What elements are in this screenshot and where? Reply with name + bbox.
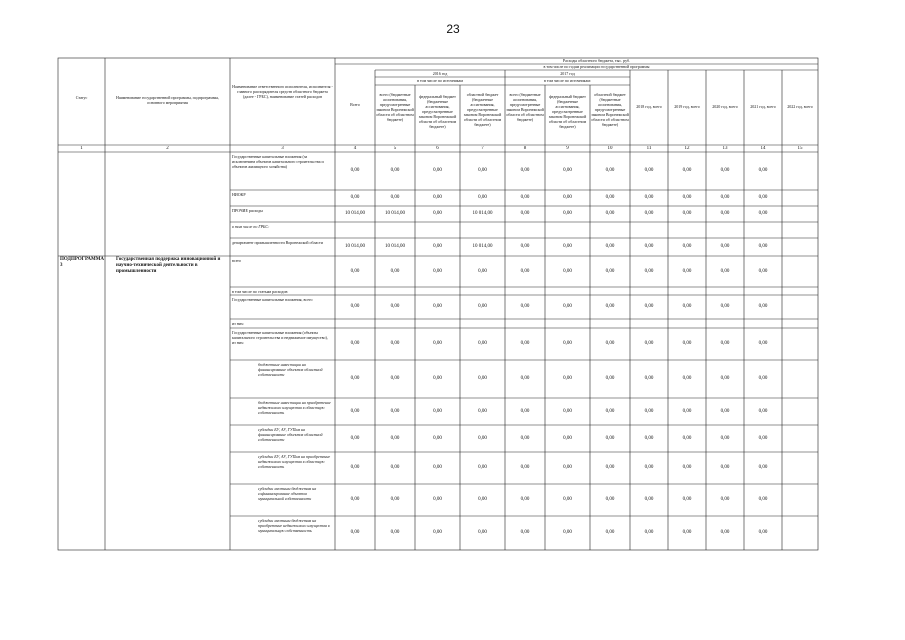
table-cell: 10 014,00 [472,244,493,249]
row-label: субсидии местным бюджетам на софинансирование объектов муниципальной собственности [258,486,317,501]
table-cell: 0,00 [350,408,360,414]
table-cell: 0,00 [350,435,360,441]
page-number: 23 [446,22,460,36]
table-cell: 0,00 [605,244,615,249]
header-year-2017: 2017 год [560,71,575,76]
table-cell: 0,00 [563,341,572,346]
column-number: 8 [523,146,527,151]
table-cell: 0,00 [520,244,530,249]
table-cell: 0,00 [563,195,572,200]
table-cell: 0,00 [682,304,692,309]
table-cell: 0,00 [720,341,730,346]
table-cell: 10 014,00 [345,244,365,249]
table-cell: 0,00 [720,244,730,249]
table-cell: 0,00 [563,211,572,216]
table-cell: 0,00 [758,211,768,216]
table-cell: 0,00 [682,497,692,502]
table-cell: 0,00 [520,465,530,470]
table-cell: 0,00 [644,211,654,216]
row-label: в том числе по ГРБС: [232,224,270,229]
table-cell: 0,00 [758,168,768,173]
table-cell: 0,00 [390,168,400,173]
table-cell: 0,00 [563,168,572,173]
table-cell: 0,00 [605,341,615,346]
table-cell: 0,00 [433,497,442,502]
table-cell: 0,00 [644,408,654,414]
table-cell: 0,00 [682,408,692,414]
table-cell: 0,00 [720,195,730,200]
table-cell: 0,00 [563,465,572,470]
column-number: 14 [760,146,766,151]
table-cell: 0,00 [350,168,360,173]
table-cell: 0,00 [390,435,400,441]
table-cell: 0,00 [758,408,768,414]
table-cell: 0,00 [433,465,442,470]
column-number: 6 [436,146,439,151]
table-cell: 0,00 [682,268,692,274]
table-cell: 0,00 [520,408,530,414]
table-cell: 0,00 [520,168,530,173]
header-col11: 2018 год, всего [636,104,662,109]
table-cell: 0,00 [478,530,487,535]
table-cell: 0,00 [433,195,442,200]
column-number: 13 [722,146,728,151]
table-cell: 0,00 [563,497,572,502]
table-cell: 0,00 [563,408,572,414]
row-label: субсидии БУ, АУ, ГУПам на финансирование объектов областной собственности [258,427,323,442]
table-cell: 0,00 [390,530,400,535]
table-cell: 0,00 [478,341,487,346]
table-cell: 0,00 [644,168,654,173]
table-cell: 0,00 [478,408,487,414]
table-cell: 0,00 [720,268,730,274]
column-number: 2 [166,146,169,151]
table-cell: 0,00 [478,304,487,309]
header-col14: 2021 год, всего [750,104,776,109]
column-number: 5 [393,146,397,151]
row-label: бюджетные инвестиции на приобретение недвижимого имущества в областную собственность [258,400,331,415]
table-cell: 0,00 [682,195,692,200]
table-cell: 0,00 [478,195,487,200]
subprogram-status: ПОДПРОГРАММА 3 [60,257,105,268]
table-cell: 0,00 [390,376,400,381]
table-cell: 0,00 [433,244,442,249]
table-cell: 0,00 [390,304,400,309]
table-cell: 0,00 [605,168,615,173]
subprogram-title: Государственная поддержка инновационной и научно-технической деятельности в промышленности [116,257,221,274]
table-cell: 0,00 [390,465,400,470]
header-expenses: Расходы областного бюджета, тыс. руб. [562,58,631,63]
table-cell: 0,00 [720,408,730,414]
table-cell: 10 014,00 [345,211,365,216]
table-cell: 0,00 [390,268,400,274]
header-col15: 2022 год, всего [787,104,813,109]
table-cell: 0,00 [605,435,615,441]
table-cell: 0,00 [520,211,530,216]
table-cell: 0,00 [605,268,615,274]
table-cell: 0,00 [720,304,730,309]
table-cell: 0,00 [520,195,530,200]
table-cell: 0,00 [758,376,768,381]
column-number: 4 [353,146,357,151]
table-cell: 0,00 [758,465,768,470]
column-number: 7 [481,146,484,151]
table-cell: 0,00 [682,530,692,535]
table-cell: 0,00 [758,268,768,274]
table-cell: 0,00 [682,465,692,470]
table-cell: 0,00 [605,408,615,414]
table-cell: 0,00 [563,244,572,249]
column-number: 9 [566,146,569,151]
header-total: Всего [350,102,360,107]
header-incl-sources-2017: в том числе по источникам: [544,78,591,83]
header-status: Статус [75,95,88,100]
table-cell: 0,00 [390,341,400,346]
header-year-2016: 2016 год [432,71,448,76]
table-cell: 0,00 [682,168,692,173]
table-cell: 0,00 [478,435,487,441]
header-responsible: Наименование ответственного исполнителя, исполнителя - главного распорядителя средств областного бюджета (далее - ГРБС), наименование статей расходов [232,84,333,99]
header-including: в том числе по годам реализации государственной программы [543,64,650,69]
table-cell: 0,00 [758,304,768,309]
table-cell: 0,00 [520,530,530,535]
table-cell: 0,00 [433,168,442,173]
row-label: ПРОЧИЕ расходы [232,208,263,213]
column-number: 10 [607,146,613,151]
table-cell: 0,00 [350,376,360,381]
table-cell: 0,00 [563,376,572,381]
header-incl-sources-2016: в том числе по источникам [417,78,463,83]
table-cell: 0,00 [520,268,530,274]
table-cell: 10 014,00 [472,211,493,216]
table-cell: 0,00 [644,244,654,249]
table-cell: 0,00 [350,341,360,346]
table-cell: 0,00 [758,530,768,535]
table-cell: 0,00 [644,376,654,381]
table-cell: 10 014,00 [385,244,405,249]
row-label: Государственные капитальные вложения (объекты капитального строительства и недвижимое имущество), из них: [232,330,328,345]
table-cell: 0,00 [605,497,615,502]
table-cell: 0,00 [563,304,572,309]
table-cell: 0,00 [350,530,360,535]
header-col8: всего (бюджетные ассигнования, предусмотренные законом Воронежской области об областном бюджете) [506,92,544,122]
table-cell: 0,00 [644,530,654,535]
table-cell: 0,00 [478,376,487,381]
table-cell: 0,00 [433,408,442,414]
table-cell: 0,00 [390,408,400,414]
table-cell: 0,00 [563,530,572,535]
table-cell: 0,00 [644,304,654,309]
table-cell: 0,00 [605,304,615,309]
column-number: 12 [684,146,690,151]
table-cell: 0,00 [605,465,615,470]
table-cell: 0,00 [520,497,530,502]
table-cell: 10 014,00 [385,211,405,216]
row-label: субсидии местным бюджетам на приобретение недвижимого имущества в муниципальную собственность [258,518,330,533]
table-cell: 0,00 [520,304,530,309]
column-number: 15 [797,146,803,151]
table-cell: 0,00 [433,376,442,381]
header-col12: 2019 год, всего [674,104,700,109]
table-cell: 0,00 [605,195,615,200]
table-cell: 0,00 [520,376,530,381]
table-cell: 0,00 [350,304,360,309]
row-label: в том числе по статьям расходов: [232,289,289,294]
table-cell: 0,00 [644,465,654,470]
row-label: субсидии БУ, АУ, ГУПам на приобретение недвижимого имущества в областную собственность [258,454,331,469]
table-cell: 0,00 [605,530,615,535]
table-cell: 0,00 [682,376,692,381]
table-cell: 0,00 [433,341,442,346]
table-cell: 0,00 [720,530,730,535]
table-cell: 0,00 [478,465,487,470]
table-cell: 0,00 [720,465,730,470]
header-program-name: Наименование государственной программы, подпрограммы, основного мероприятия [115,95,220,105]
table-cell: 0,00 [644,268,654,274]
header-col10: областной бюджет (бюджетные ассигнования, предусмотренные законом Воронежской области об областном бюджете) [591,92,629,127]
row-label: НИОКР [232,192,246,197]
table-cell: 0,00 [433,211,442,216]
table-cell: 0,00 [720,497,730,502]
header-col6: федеральный бюджет (бюджетные ассигнования, предусмотренные законом Воронежской области об областном бюджете) [418,94,457,129]
table-cell: 0,00 [720,211,730,216]
table-cell: 0,00 [758,435,768,441]
column-number: 11 [646,146,652,151]
header-col13: 2020 год, всего [712,104,738,109]
header-col7: областной бюджет (бюджетные ассигнования, предусмотренные законом Воронежской области об областном бюджете) [463,92,502,127]
table-cell: 0,00 [720,376,730,381]
table-cell: 0,00 [682,211,692,216]
table-cell: 0,00 [433,530,442,535]
table-cell: 0,00 [478,497,487,502]
table-cell: 0,00 [390,195,400,200]
table-cell: 0,00 [682,435,692,441]
table-cell: 0,00 [350,195,360,200]
table-cell: 0,00 [758,195,768,200]
table-cell: 0,00 [720,435,730,441]
table-cell: 0,00 [682,341,692,346]
table-cell: 0,00 [433,304,442,309]
table-cell: 0,00 [433,268,442,274]
table-cell: 0,00 [520,435,530,441]
table-cell: 0,00 [644,341,654,346]
table-cell: 0,00 [478,268,487,274]
row-label: департамент промышленности Воронежской области [232,240,323,245]
table-cell: 0,00 [350,497,360,502]
table-cell: 0,00 [563,268,572,274]
table-cell: 0,00 [520,341,530,346]
table-cell: 0,00 [605,211,615,216]
table-cell: 0,00 [478,168,487,173]
row-label: из них: [232,321,245,326]
row-label: бюджетные инвестиции на финансирование объектов областной собственности [258,362,323,377]
row-label: Государственные капитальные вложения, всего [232,297,313,302]
table-cell: 0,00 [720,168,730,173]
table-cell: 0,00 [350,268,360,274]
table-cell: 0,00 [350,465,360,470]
header-col9: федеральный бюджет (бюджетные ассигнования, предусмотренные законом Воронежской области об областном бюджете) [548,94,587,129]
table-cell: 0,00 [390,497,400,502]
column-number: 3 [281,146,284,151]
table-cell: 0,00 [433,435,442,441]
table-cell: 0,00 [644,195,654,200]
table-cell: 0,00 [563,435,572,441]
table-cell: 0,00 [605,376,615,381]
column-number: 1 [80,146,83,151]
table-cell: 0,00 [644,497,654,502]
table-cell: 0,00 [644,435,654,441]
row-label: Государственные капитальные вложения (за исключением объектов капитального строительства и объектов жилищного хозяйства) [232,154,324,169]
table-cell: 0,00 [758,244,768,249]
table-cell: 0,00 [682,244,692,249]
table-cell: 0,00 [758,341,768,346]
row-label: всего [232,258,242,263]
table-cell: 0,00 [758,497,768,502]
header-col5: всего (бюджетные ассигнования, предусмотренные законом Воронежской области об областном бюджете) [376,92,414,122]
